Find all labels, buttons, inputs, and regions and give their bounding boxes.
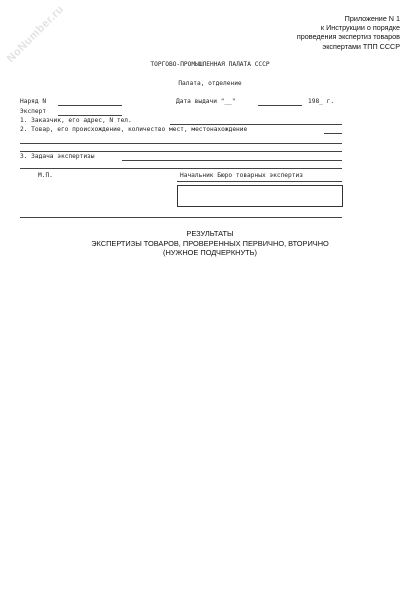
goods-field-line-2[interactable] xyxy=(20,143,342,144)
department-label: Палата, отделение xyxy=(178,80,242,87)
chamber-title: ТОРГОВО-ПРОМЫШЛЕННАЯ ПАЛАТА СССР xyxy=(150,61,270,68)
appendix-line-2: к Инструкции о порядке xyxy=(320,23,400,33)
watermark: NoNumber.ru xyxy=(4,3,67,65)
appendix-line-3: проведения экспертиз товаров xyxy=(296,32,400,42)
year-label: 198_ г. xyxy=(308,98,335,105)
expert-field[interactable] xyxy=(58,115,122,116)
section-divider xyxy=(20,217,342,218)
appendix-line-1: Приложение N 1 xyxy=(344,14,400,23)
order-number-field[interactable] xyxy=(58,105,122,106)
issue-date-field[interactable] xyxy=(258,105,302,106)
task-field[interactable] xyxy=(122,160,342,161)
results-heading xyxy=(60,229,360,258)
task-label: 3. Задача экспертизы xyxy=(20,153,95,160)
stamp-place-label: М.П. xyxy=(38,172,53,179)
signature-box[interactable] xyxy=(177,185,343,207)
results-note: (НУЖНОЕ ПОДЧЕРКНУТЬ) xyxy=(163,248,257,257)
results-subtitle: ЭКСПЕРТИЗЫ ТОВАРОВ, ПРОВЕРЕННЫХ ПЕРВИЧНО, ВТОРИЧНО xyxy=(91,238,329,248)
goods-field-line-3[interactable] xyxy=(20,151,342,152)
expert-label: Эксперт xyxy=(20,108,47,115)
task-field-line-2[interactable] xyxy=(20,168,342,169)
goods-field[interactable] xyxy=(324,133,342,134)
order-number-label: Наряд N xyxy=(20,98,47,105)
bureau-head-label: Начальник Бюро товарных экспертиз xyxy=(180,172,303,179)
issue-date-label: Дата выдачи "__" xyxy=(176,98,236,105)
customer-field[interactable] xyxy=(170,124,342,125)
appendix-reference xyxy=(297,14,400,51)
results-title: РЕЗУЛЬТАТЫ xyxy=(186,229,234,238)
bureau-head-signature-line[interactable] xyxy=(177,181,342,182)
customer-label: 1. Заказчик, его адрес, N тел. xyxy=(20,117,132,124)
goods-label: 2. Товар, его происхождение, количество мест, местонахождение xyxy=(20,126,248,133)
appendix-line-4: экспертами ТПП СССР xyxy=(322,41,400,51)
